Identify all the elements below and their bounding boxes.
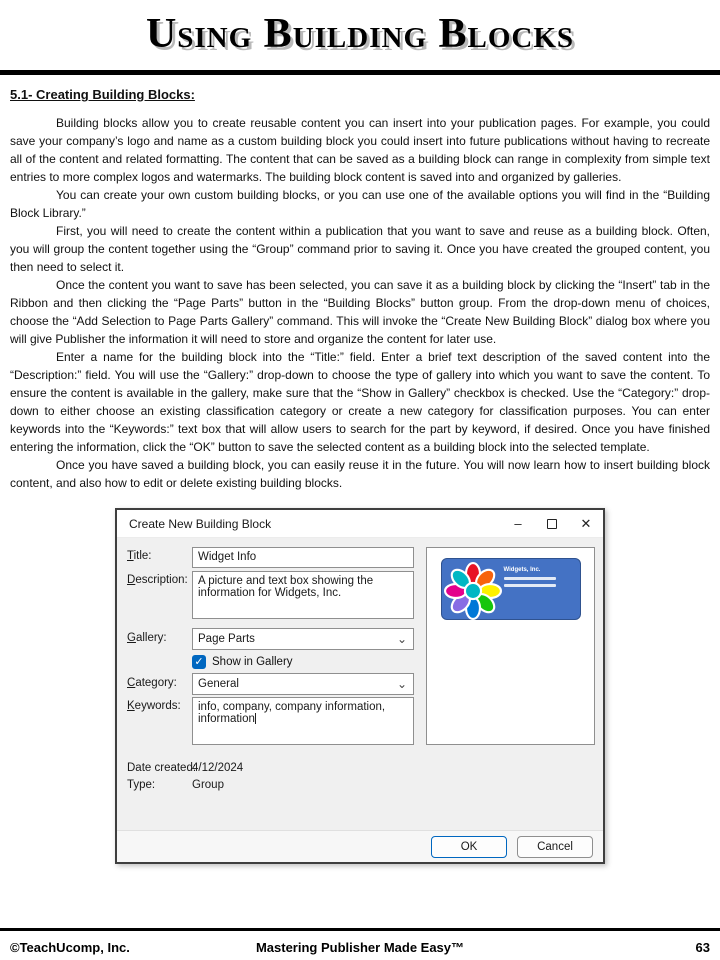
ok-button[interactable]: OK (431, 836, 507, 858)
gallery-selected-value: Page Parts (198, 633, 255, 645)
paragraph: Once the content you want to save has been selected, you can save it as a building block by clicking the “Insert” tab in the Ribbon and then clicking the “Page Parts” button in the “Building Blocks” button group. From the drop-down menu of choices, choose the “Add Selection to Page Parts Gallery” command. This will invoke the “Create New Building Block” dialog box where you will give Publisher the information it will need to store and organize the content for later use. (10, 278, 710, 346)
create-new-building-block-dialog (115, 508, 605, 864)
preview-address-line (504, 584, 556, 587)
date-created-value: 4/12/2024 (192, 762, 244, 774)
page-title: Using Building Blocks (145, 11, 575, 57)
dialog-footer (117, 830, 603, 862)
window-controls (501, 510, 603, 537)
show-in-gallery-checkbox-row[interactable] (192, 655, 293, 669)
checkbox-checked[interactable] (192, 655, 206, 669)
category-dropdown[interactable] (192, 673, 414, 695)
description-field-label: Description: (127, 574, 188, 586)
title-input[interactable]: Widget Info (192, 547, 414, 568)
close-button[interactable] (569, 510, 603, 537)
preview-building-block (441, 558, 581, 620)
widgets-logo-icon (444, 562, 502, 620)
keywords-field-label: Keywords: (127, 700, 181, 712)
page-footer (0, 940, 720, 955)
paragraph: Enter a name for the building block into the “Title:” field. Enter a brief text description of the saved content into the “Description:” field. You will use the “Gallery:” drop-down to choose the type of gallery into which you want to save the content. To ensure the content is available in the gallery, make sure that the “Show in Gallery” checkbox is checked. Use the “Category:” drop-down to either choose an existing classification category or create a new category for classification purposes. You can enter keywords into the “Keywords:” text box that will allow users to search for the part by keyword, if desired. Once you have finished entering the information, click the “OK” button to save the selected content as a building block into the selected template. (10, 350, 710, 454)
dialog-screenshot (0, 508, 720, 864)
type-label: Type: (127, 779, 156, 791)
dialog-title: Create New Building Block (129, 516, 272, 531)
dialog-body (117, 538, 603, 830)
paragraph: Once you have saved a building block, you can easily reuse it in the future. You will now learn how to insert building block content, and also how to edit or delete existing building blocks. (10, 458, 710, 490)
chevron-down-icon: ⌄ (396, 632, 407, 646)
title-field-label: Title: (127, 550, 152, 562)
preview-company-name: Widgets, Inc. (503, 567, 541, 573)
date-created-label: Date created: (127, 762, 197, 774)
cancel-button[interactable]: Cancel (517, 836, 593, 858)
body-text (10, 114, 710, 492)
category-selected-value: General (198, 678, 239, 690)
keywords-input[interactable] (192, 697, 414, 745)
dialog-titlebar[interactable] (117, 510, 603, 538)
preview-card-text (504, 567, 556, 587)
type-value: Group (192, 779, 224, 791)
maximize-icon (547, 519, 557, 529)
gallery-dropdown[interactable] (192, 628, 414, 650)
close-icon: ✕ (580, 515, 592, 531)
footer-page-number: 63 (695, 940, 710, 955)
maximize-button[interactable] (535, 510, 569, 537)
footer-copyright: ©TeachUcomp, Inc. (10, 940, 130, 955)
show-in-gallery-label: Show in Gallery (212, 656, 293, 668)
category-field-label: Category: (127, 677, 177, 689)
footer-divider (0, 928, 720, 931)
paragraph: You can create your own custom building blocks, or you can use one of the available options you will find in the “Building Block Library.” (10, 188, 710, 220)
gallery-field-label: Gallery: (127, 632, 167, 644)
keywords-value: info, company, company information, information (198, 701, 386, 725)
preview-pane (426, 547, 595, 745)
paragraph: First, you will need to create the content within a publication that you want to save and reuse as a building block. Often, you will group the content together using the “Group” command prior to saving it. Once you have created the grouped content, you then need to select it. (10, 224, 710, 274)
description-input[interactable]: A picture and text box showing the information for Widgets, Inc. (192, 571, 414, 619)
text-caret (255, 713, 256, 724)
preview-address-line (504, 577, 556, 580)
checkmark-icon: ✓ (194, 656, 204, 668)
paragraph: Building blocks allow you to create reusable content you can insert into your publication pages. For example, you could save your company’s logo and name as a custom building block you could insert into future publications without having to recreate all of the content and related formatting. The content that can be saved as a building block can range in complexity from simple text entries to more complex logos and watermarks. The building block content is saved into and organized by galleries. (10, 116, 710, 184)
minimize-icon: – (514, 516, 522, 531)
chevron-down-icon: ⌄ (396, 677, 407, 691)
section-heading: 5.1- Creating Building Blocks: (10, 87, 195, 102)
footer-book-title: Mastering Publisher Made Easy™ (255, 940, 465, 955)
minimize-button[interactable] (501, 510, 535, 537)
body-content (0, 75, 720, 492)
